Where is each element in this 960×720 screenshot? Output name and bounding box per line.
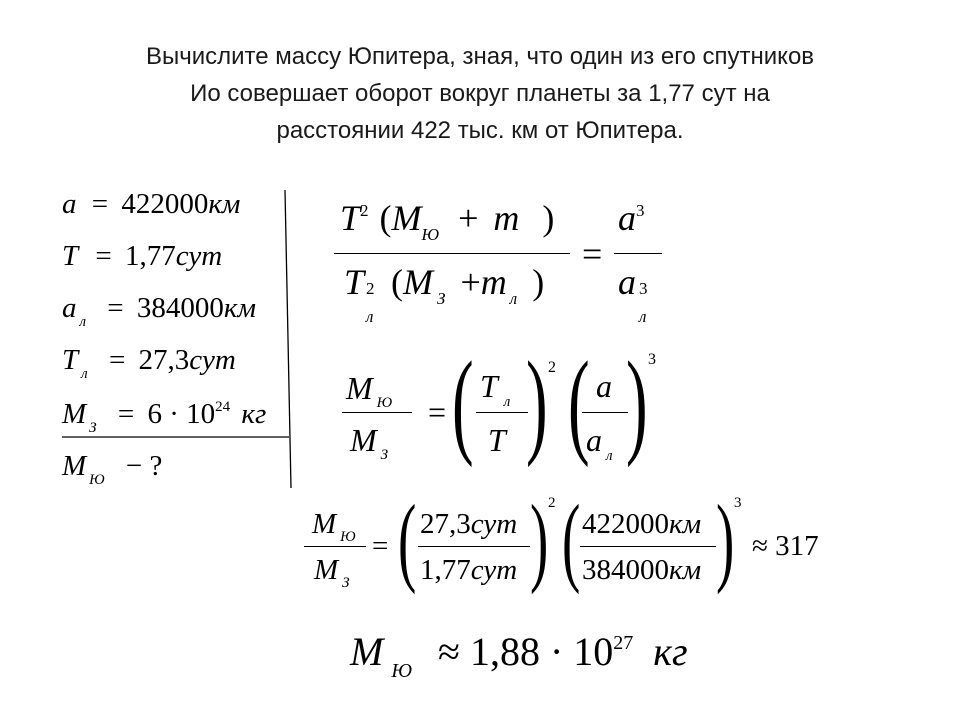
f3-left-paren-2: ( xyxy=(562,484,581,595)
f2-right-paren-2: ) xyxy=(626,337,648,468)
f1-right-denominator: a 3 л xyxy=(618,262,648,326)
given-T-moon: T $_л$ = 27,3сут xyxy=(62,344,236,382)
f2-exp-2: 3 xyxy=(648,351,656,368)
f3-equals: = xyxy=(372,530,389,562)
f3-left-paren-1: ( xyxy=(398,484,417,595)
f3-frac1-numerator: 27,3сут xyxy=(420,508,518,540)
f2-equals: = xyxy=(428,394,447,430)
given-M-earth: M $_З = 6 \cdot 10^{24}$ кг xyxy=(62,398,267,436)
f1-denominator: T 2 л (M $_З$ +m $_л$ ) xyxy=(344,262,545,326)
problem-line-1: Вычислите массу Юпитера, зная, что один из его спутников xyxy=(145,43,815,70)
f3-bar-2 xyxy=(580,546,716,547)
f3-lhs-bar xyxy=(304,546,366,547)
f1-numerator: $T^2$ ($M_Ю + m$ ) xyxy=(340,198,555,244)
f2-T: T xyxy=(488,422,506,458)
given-M-jupiter-unknown: M $_Ю$ − ? xyxy=(62,450,163,488)
given-a-moon: a $_л$ = 384000км xyxy=(62,292,256,330)
f1-equals: = xyxy=(582,234,603,274)
f2-a: a xyxy=(596,368,612,404)
f1-right-fraction-bar xyxy=(614,253,662,254)
f2-left-paren-1: ( xyxy=(452,337,474,468)
f2-bar-2 xyxy=(582,412,628,413)
f2-exp-1: 2 xyxy=(548,359,556,376)
final-answer: M $_Ю \approx 1,88 \cdot 10^{27}$ кг xyxy=(350,629,688,682)
f3-lhs-denominator: M $_З$ xyxy=(314,554,350,591)
f3-right-paren-2: ) xyxy=(716,484,735,595)
given-T: T = 1,77сут xyxy=(62,240,223,272)
f2-bar-1 xyxy=(476,412,528,413)
f2-lhs-bar xyxy=(342,412,412,413)
f3-right-paren-1: ) xyxy=(530,484,549,595)
f3-exp-2: 3 xyxy=(734,495,742,511)
problem-line-3: расстоянии 422 тыс. км от Юпитера. xyxy=(276,117,684,144)
f1-fraction-bar xyxy=(334,253,570,254)
f3-frac2-denominator: 384000км xyxy=(582,554,702,586)
f2-a-moon: a $_л$ xyxy=(586,422,613,464)
f3-frac2-numerator: 422000км xyxy=(582,508,702,540)
f3-bar-1 xyxy=(418,546,530,547)
given-a: a = 422000км xyxy=(62,188,241,220)
f2-left-paren-2: ( xyxy=(568,337,590,468)
f3-result: ≈ 317 xyxy=(752,530,819,562)
f1-right-numerator: $a^3$ xyxy=(618,198,645,238)
f3-exp-1: 2 xyxy=(548,495,556,511)
f3-frac1-denominator: 1,77сут xyxy=(420,554,518,586)
problem-line-2: Ио совершает оборот вокруг планеты за 1,77 сут на xyxy=(190,80,770,107)
f2-right-paren-1: ) xyxy=(526,337,548,468)
f2-T-moon: T $_л$ xyxy=(480,368,511,410)
f2-lhs-denominator: M $_З$ xyxy=(350,422,389,463)
f2-lhs-numerator: M $_Ю$ xyxy=(346,370,393,411)
f3-lhs-numerator: M $_Ю$ xyxy=(312,508,356,545)
